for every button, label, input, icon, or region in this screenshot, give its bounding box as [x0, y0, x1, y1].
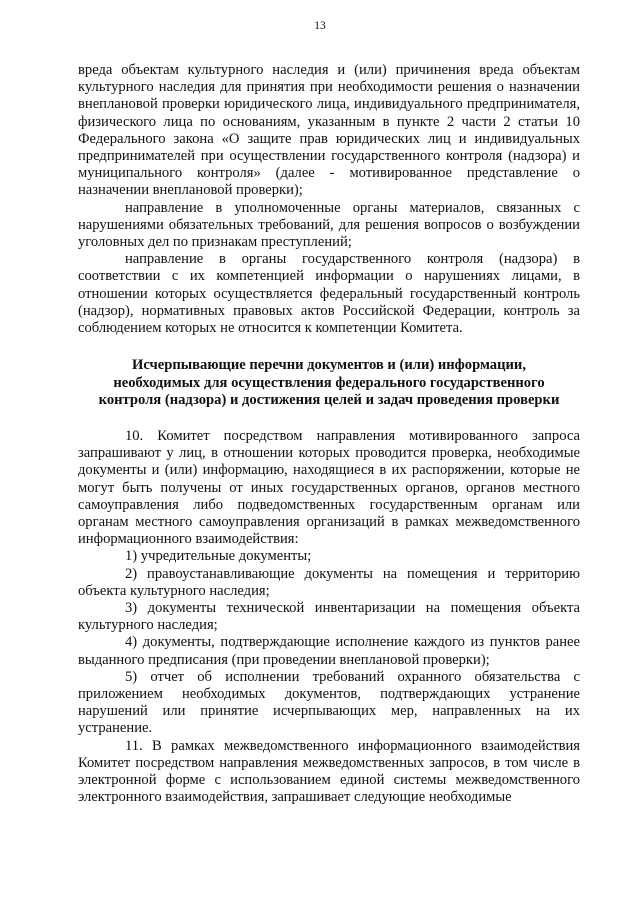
document-body	[78, 62, 580, 807]
section-heading	[78, 357, 580, 410]
list-item-1: 1) учредительные документы;	[125, 548, 312, 565]
section-heading-line-1: Исчерпывающие перечни документов и (или) информации,	[132, 357, 526, 374]
list-item-5: 5) отчет об исполнении требований охранного обязательства с приложением необходимых документов, подтверждающих устранение нарушений или принятие исчерпывающих мер, направленных на их устранение.	[78, 668, 580, 737]
paragraph-continuation: вреда объектам культурного наследия и (или) причинения вреда объектам культурного наследия для принятия при необходимости решения о назначении внеплановой проверки юридического лица, индивидуального предпринимателя, физического лица по основаниям, указанным в пункте 2 части 2 статьи 10 Федерального закона «О защите прав юридических лиц и индивидуальных предпринимателей при осуществлении государственного контроля (надзора) и муниципального контроля» (далее - мотивированное представление о назначении внеплановой проверки);	[78, 62, 580, 199]
page-number: 13	[314, 20, 326, 32]
paragraph-clause-11: 11. В рамках межведомственного информационного взаимодействия Комитет посредством направления межведомственных запросов, в том числе в электронной форме с использованием единой системы межведомственного электронного взаимодействия, запрашивает следующие необходимые	[78, 737, 580, 806]
list-item-4: 4) документы, подтверждающие исполнение каждого из пунктов ранее выданного предписания (при проведении внеплановой проверки);	[78, 634, 580, 668]
section-heading-line-2: необходимых для осуществления федерального государственного	[113, 374, 545, 391]
paragraph-direction-materials: направление в уполномоченные органы материалов, связанных с нарушениями обязательных требований, для решения вопросов о возбуждении уголовных дел по признакам преступлений;	[78, 199, 580, 251]
section-heading-line-3: контроля (надзора) и достижения целей и задач проведения проверки	[98, 392, 560, 409]
list-item-2: 2) правоустанавливающие документы на помещения и территорию объекта культурного наследия;	[78, 565, 580, 599]
paragraph-clause-10: 10. Комитет посредством направления мотивированного запроса запрашивают у лиц, в отношении которых проводится проверка, необходимые документы и (или) информацию, находящиеся в их распоряжении, которые не могут быть получены от иных государственных органов, органов местного самоуправления либо подведомственных государственным органам или органам местного самоуправления организаций в рамках межведомственного информационного взаимодействия:	[78, 428, 580, 548]
list-item-3: 3) документы технической инвентаризации на помещения объекта культурного наследия;	[78, 600, 580, 634]
paragraph-direction-control-bodies: направление в органы государственного контроля (надзора) в соответствии с их компетенцией информации о нарушениях лицами, в отношении которых осуществляется федеральный государственный контроль (надзор), нормативных правовых актов Российской Федерации, контроль за соблюдением которых не относится к компетенции Комитета.	[78, 251, 580, 337]
